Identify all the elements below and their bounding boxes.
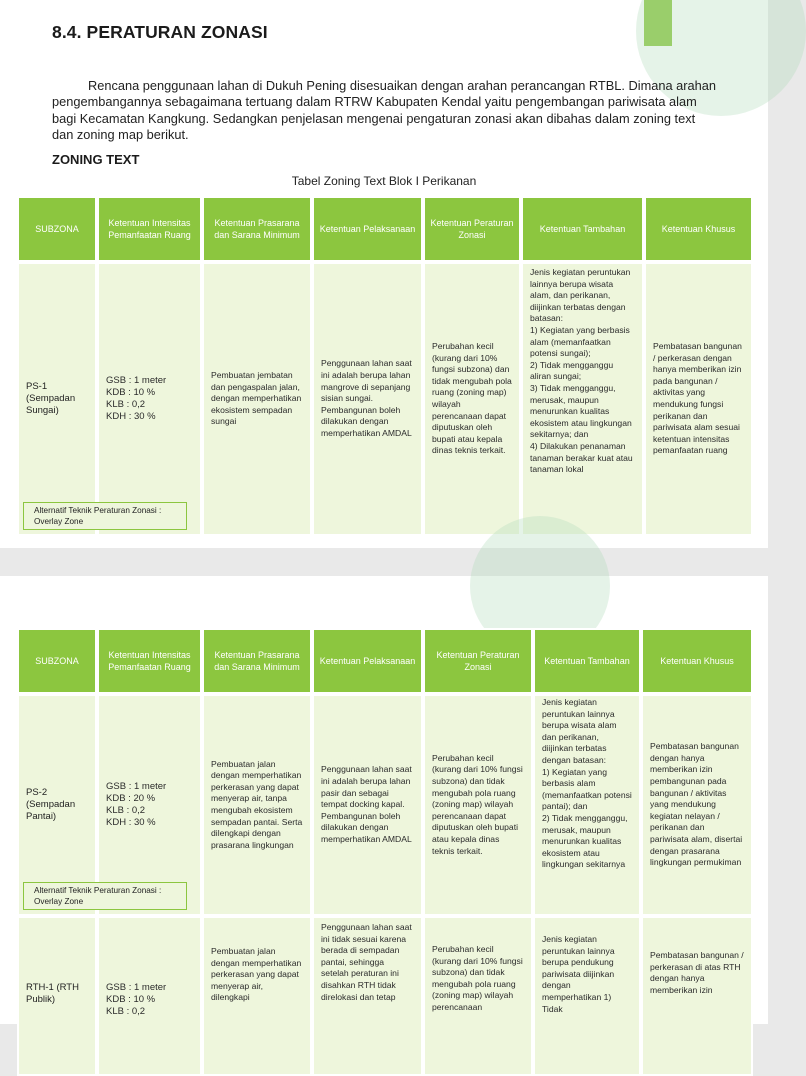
tambahan-line: Jenis kegiatan peruntukan lainnya berupa wisata alam, dan perikanan, diijinkan terbatas dengan batasan: xyxy=(530,267,631,324)
tambahan-line: 1) Kegiatan yang berbasis alam (memanfaatkan potensi sungai); xyxy=(530,324,630,359)
cell-peraturan: Perubahan kecil (kurang dari 10% fungsi subzona) dan tidak mengubah pola ruang (zoning map) wilayah perencanaan xyxy=(423,916,533,1076)
header-subzona: SUBZONA xyxy=(17,196,97,262)
intensitas-kdb: KDB : 10 % xyxy=(106,386,156,398)
table-header-row xyxy=(17,196,753,262)
header-pelaksanaan: Ketentuan Pelaksanaan xyxy=(312,196,423,262)
tambahan-line: 3) Tidak mengganggu, merusak, maupun menurunkan kualitas ekosistem atau lingkungan sekitarnya; dan xyxy=(530,382,632,440)
cell-khusus: Pembatasan bangunan dengan hanya memberikan izin pembangunan pada bangunan / aktivitas yang mendukung kegiatan nelayan / perikanan dan pariwisata alam, disertai dengan prasarana lingkungan permukiman xyxy=(641,694,753,916)
intensitas-klb: KLB : 0,2 xyxy=(106,1006,146,1018)
header-subzona: SUBZONA xyxy=(17,628,97,694)
intro-rest: Dimana arahan pengembangannya sebagaimana tertuang dalam RTRW Kabupaten Kendal yaitu pengembangan pariwisata alam bagi Kecamatan Kangkung. Sedangkan penjelasan mengenai pengaturan zonasi akan dibahas dalam zoning text dan zoning map berikut. xyxy=(52,78,717,143)
tambahan-line: 4) Dilakukan penanaman tanaman berakar kuat atau tanaman lokal xyxy=(530,440,633,475)
table-row-ps2 xyxy=(17,694,753,916)
cell-tambahan xyxy=(521,262,644,536)
intensitas-klb: KLB : 0,2 xyxy=(106,399,146,410)
cell-prasarana: Pembuatan jembatan dan pengaspalan jalan, dengan memperhatikan ekosistem sempadan sungai xyxy=(202,262,312,536)
intensitas-kdh: KDH : 30 % xyxy=(106,817,156,829)
table-header-row xyxy=(17,628,753,694)
cell-tambahan xyxy=(533,694,641,916)
header-peraturan: Ketentuan Peraturan Zonasi xyxy=(423,196,521,262)
zoning-text-heading: ZONING TEXT xyxy=(52,152,140,167)
intensitas-gsb: GSB : 1 meter xyxy=(106,982,167,993)
overlay-zone-note: Alternatif Teknik Peraturan Zonasi : Overlay Zone xyxy=(23,502,187,530)
intro-first-line: Rencana penggunaan lahan di Dukuh Pening disesuaikan dengan arahan perancangan RTBL. xyxy=(88,78,625,93)
cell-peraturan: Perubahan kecil (kurang dari 10% fungsi subzona) dan tidak mengubah pola ruang (zoning map) wilayah perencanaan dapat diputuskan oleh bupati atau kepala dinas teknis terkait. xyxy=(423,694,533,916)
tambahan-line: Jenis kegiatan peruntukan lainnya berupa wisata alam dan perikanan, diijinkan terbatas dengan batasan: xyxy=(542,697,617,765)
header-pelaksanaan: Ketentuan Pelaksanaan xyxy=(312,628,423,694)
zoning-table-page-1 xyxy=(17,196,753,536)
table-row-ps1 xyxy=(17,262,753,536)
cell-prasarana: Pembuatan jalan dengan memperhatikan perkerasan yang dapat menyerap air, dilengkapi xyxy=(202,916,312,1076)
intro-paragraph xyxy=(52,78,720,144)
cell-pelaksanaan: Penggunaan lahan saat ini adalah berupa lahan pasir dan sebagai tempat docking kapal. Pembangunan boleh dilakukan dengan memperhatikan AMDAL xyxy=(312,694,423,916)
header-tambahan: Ketentuan Tambahan xyxy=(521,196,644,262)
cell-intensitas xyxy=(97,916,202,1076)
header-khusus: Ketentuan Khusus xyxy=(644,196,753,262)
header-khusus: Ketentuan Khusus xyxy=(641,628,753,694)
intensitas-klb: KLB : 0,2 xyxy=(106,805,146,816)
tambahan-line: 2) Tidak mengganggu aliran sungai; xyxy=(530,359,614,382)
intensitas-gsb: GSB : 1 meter xyxy=(106,374,167,386)
header-prasarana: Ketentuan Prasarana dan Sarana Minimum xyxy=(202,196,312,262)
cell-prasarana: Pembuatan jalan dengan memperhatikan perkerasan yang dapat menyerap air, tanpa mengubah ekosistem sempadan pantai. Serta dilengkapi dengan prasarana lingkungan xyxy=(202,694,312,916)
cell-khusus: Pembatasan bangunan / perkerasan dengan hanya memberikan izin pada bangunan / aktivitas yang mendukung fungsi perikanan dan pariwisata alam sesuai ketentuan intensitas pemanfaatan ruang xyxy=(644,262,753,536)
cell-subzona: RTH-1 (RTH Publik) xyxy=(17,916,97,1076)
header-peraturan: Ketentuan Peraturan Zonasi xyxy=(423,628,533,694)
header-tambahan: Ketentuan Tambahan xyxy=(533,628,641,694)
intensitas-kdb: KDB : 10 % xyxy=(106,994,156,1006)
cell-pelaksanaan: Penggunaan lahan saat ini tidak sesuai karena berada di sempadan pantai, sehingga setelah peraturan ini disahkan RTH tidak direlokasi dan tetap xyxy=(312,916,423,1076)
table-caption: Tabel Zoning Text Blok I Perikanan xyxy=(291,174,477,188)
document-page-2 xyxy=(0,576,768,1024)
intensitas-kdb: KDB : 20 % xyxy=(106,792,156,804)
cell-tambahan: Jenis kegiatan peruntukan lainnya berupa pendukung pariwisata diijinkan dengan memperhatikan 1) Tidak xyxy=(533,916,641,1076)
subzona-label: PS-1 (Sempadan Sungai) xyxy=(26,380,76,417)
header-intensitas: Ketentuan Intensitas Pemanfaatan Ruang xyxy=(97,196,202,262)
cell-intensitas xyxy=(97,262,202,536)
header-intensitas: Ketentuan Intensitas Pemanfaatan Ruang xyxy=(97,628,202,694)
overlay-zone-note: Alternatif Teknik Peraturan Zonasi : Overlay Zone xyxy=(23,882,187,910)
subzona-label: PS-2 (Sempadan Pantai) xyxy=(26,786,76,823)
zoning-table-page-2 xyxy=(17,628,753,1076)
table-row-rth1 xyxy=(17,916,753,1076)
tambahan-line: 2) Tidak mengganggu, merusak, maupun menurunkan kualitas ekosistem atau lingkungan sekitarnya xyxy=(542,812,628,870)
cell-khusus: Pembatasan bangunan / perkerasan di atas RTH dengan hanya memberikan izin xyxy=(641,916,753,1076)
document-page-1 xyxy=(0,0,768,548)
intensitas-kdh: KDH : 30 % xyxy=(106,411,156,423)
cell-pelaksanaan: Penggunaan lahan saat ini adalah berupa lahan mangrove di sepanjang sisian sungai. Pembangunan boleh dilakukan dengan memperhatikan AMDAL xyxy=(312,262,423,536)
section-title: 8.4. PERATURAN ZONASI xyxy=(52,22,268,42)
header-prasarana: Ketentuan Prasarana dan Sarana Minimum xyxy=(202,628,312,694)
tambahan-line: 1) Kegiatan yang berbasis alam (memanfaatkan potensi pantai); dan xyxy=(542,766,632,812)
cell-peraturan: Perubahan kecil (kurang dari 10% fungsi subzona) dan tidak mengubah pola ruang (zoning map) wilayah perencanaan dapat diputuskan oleh bupati atau kepala dinas teknis terkait. xyxy=(423,262,521,536)
intensitas-gsb: GSB : 1 meter xyxy=(106,780,167,792)
